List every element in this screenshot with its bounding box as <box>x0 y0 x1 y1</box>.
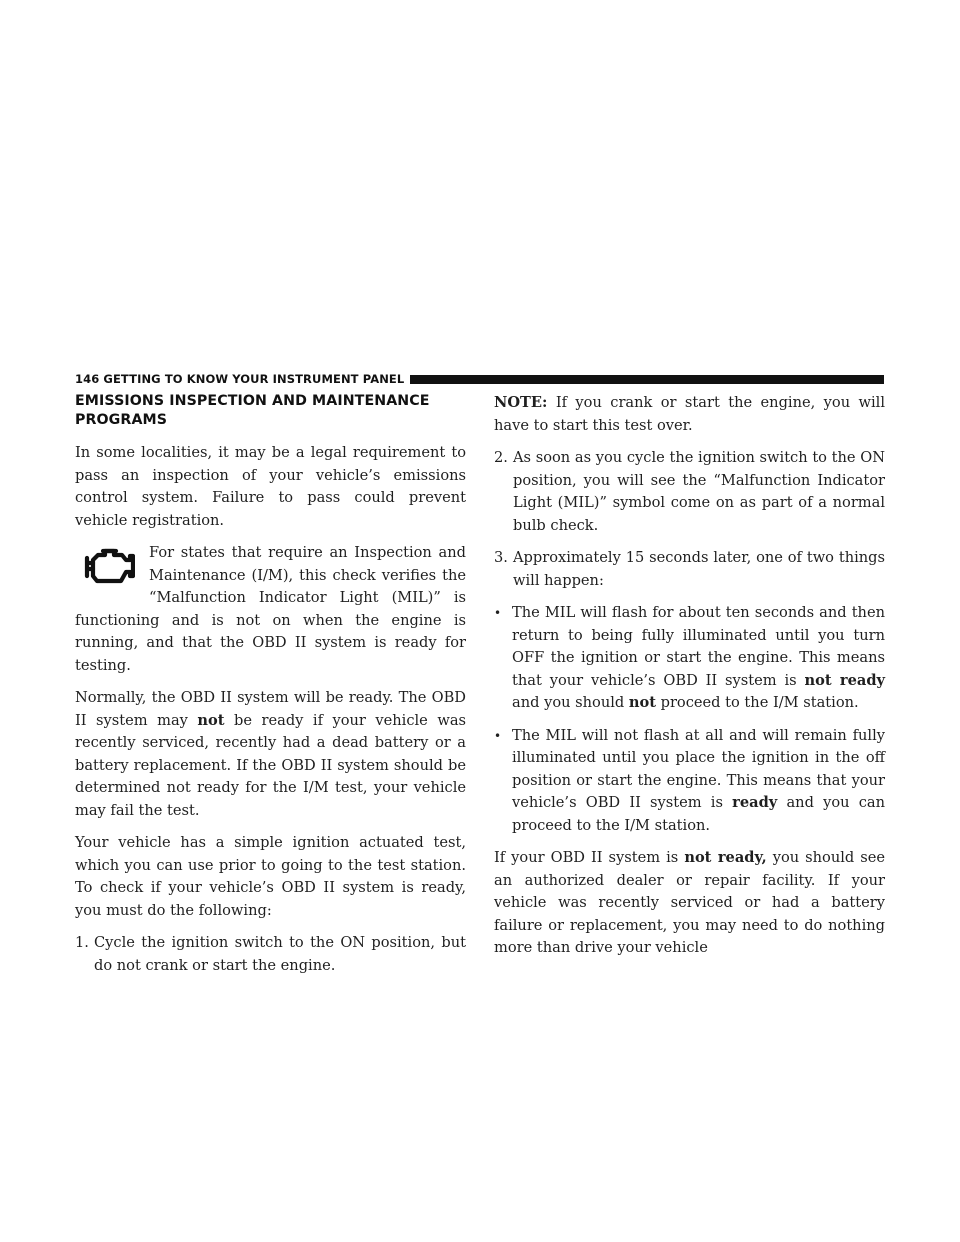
bullet-ready <box>494 725 885 838</box>
step-text: Approximately 15 seconds later, one of two things will happen: <box>513 549 885 589</box>
intro-paragraph: In some localities, it may be a legal requirement to pass an inspection of your vehicle’s emissions control system. Failure to pass could prevent vehicle registration. <box>75 444 466 529</box>
bullet-glyph: • <box>494 606 502 620</box>
note-label: NOTE: <box>494 394 548 411</box>
step-3 <box>494 547 885 592</box>
right-column <box>494 392 885 970</box>
section-title: GETTING TO KNOW YOUR INSTRUMENT PANEL <box>103 372 405 386</box>
left-column <box>75 392 466 987</box>
closing-paragraph: If your OBD II system is not ready, you should see an authorized dealer or repair facility. If your vehicle was recently serviced or had a battery failure or replacement, you may need to do nothing more than drive your vehicle <box>494 849 886 956</box>
bullet-text: The MIL will not flash at all and will remain fully illuminated until you place the ignition in the off position or start the engine. This means that your vehicle’s OBD II system is ready and you can proceed to the I/M station. <box>512 726 886 834</box>
note-paragraph: NOTE: If you crank or start the engine, you will have to start this test over. <box>494 394 885 434</box>
section-heading: EMISSIONS INSPECTION AND MAINTENANCE PROGRAMS <box>75 393 430 428</box>
readiness-paragraph: Normally, the OBD II system will be ready. The OBD II system may not be ready if your vehicle was recently serviced, recently had a dead battery or a battery replacement. If the OBD II system should be determined not ready for the I/M test, your vehicle may fail the test. <box>75 689 467 819</box>
bullet-glyph: • <box>494 728 502 743</box>
page-header <box>75 371 884 387</box>
page-number: 146 <box>75 372 100 386</box>
step-1 <box>75 932 466 977</box>
step-number: 3. <box>494 549 508 566</box>
check-engine-icon <box>81 544 135 590</box>
step-number: 1. <box>75 934 89 951</box>
bullet-not-ready <box>494 602 885 715</box>
step-number: 2. <box>494 449 508 466</box>
mil-description <box>75 542 466 677</box>
header-rule <box>410 375 884 384</box>
mil-paragraph: For states that require an Inspection and Maintenance (I/M), this check verifies the “Malfunction Indicator Light (MIL)” is functioning and is not on when the engine is running, and that the OBD II system is ready for testing. <box>75 544 466 674</box>
step-text: Cycle the ignition switch to the ON position, but do not crank or start the engine. <box>94 934 466 974</box>
step-text: As soon as you cycle the ignition switch to the ON position, you will see the “Malfunction Indicator Light (MIL)” symbol come on as part of a normal bulb check. <box>513 449 885 534</box>
header-text <box>75 372 404 386</box>
step-2 <box>494 447 885 537</box>
test-paragraph: Your vehicle has a simple ignition actuated test, which you can use prior to going to the test station. To check if your vehicle’s OBD II system is ready, you must do the following: <box>75 834 466 919</box>
bullet-text: The MIL will flash for about ten seconds and then return to being fully illuminated until you turn OFF the ignition or start the engine. This means that your vehicle’s OBD II system is not ready and you should not proceed to the I/M station. <box>512 604 886 711</box>
